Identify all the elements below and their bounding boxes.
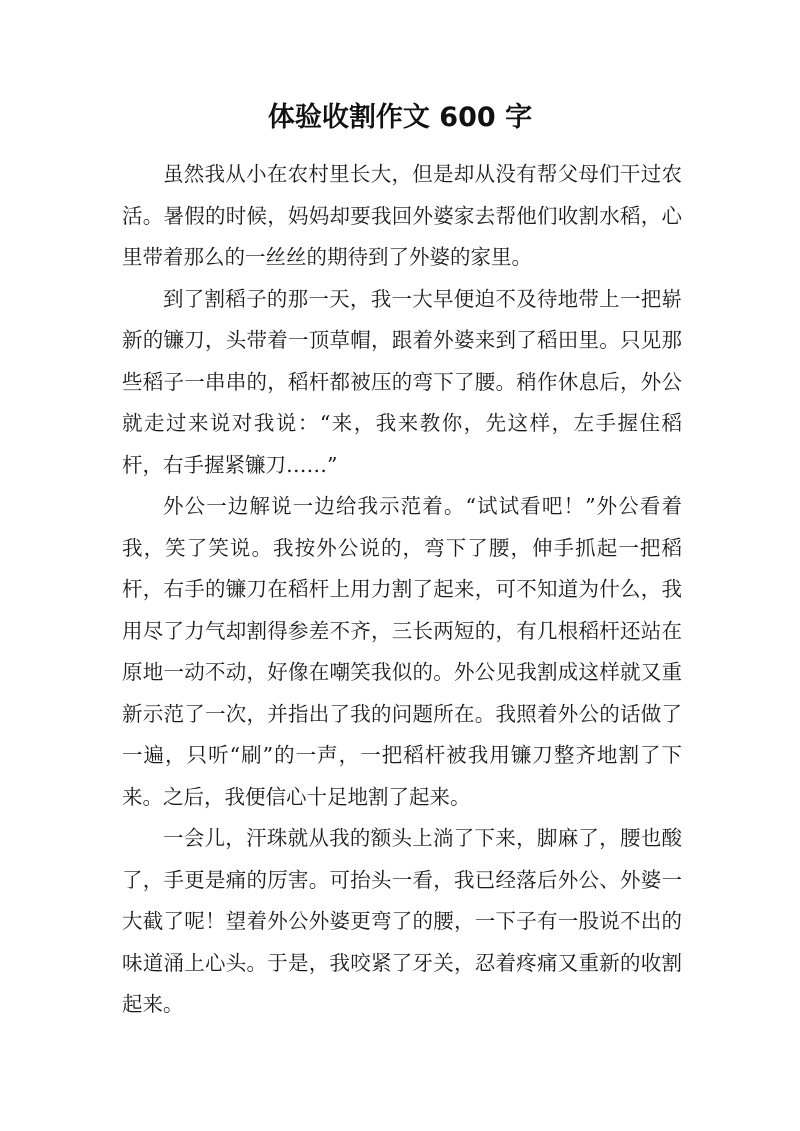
paragraph-1: 虽然我从小在农村里长大，但是却从没有帮父母们干过农活。暑假的时候，妈妈却要我回外婆家去帮他们收割水稻，心里带着那么的一丝丝的期待到了外婆的家里。 — [122, 162, 682, 269]
page-title: 体验收割作文 600 字 — [267, 102, 533, 133]
paragraph-3: 外公一边解说一边给我示范着。“试试看吧！”外公看着我，笑了笑说。我按外公说的，弯下了腰，伸手抓起一把稻杆，右手的镰刀在稻杆上用力割了起来，可不知道为什么，我用尽了力气却割得参差不齐，三长两短的，有几根稻杆还站在原地一动不动，好像在嘲笑我似的。外公见我割成这样就又重新示范了一次，并指出了我的问题所在。我照着外公的话做了一遍，只听“刷”的一声，一把稻杆被我用镰刀整齐地割了下来。之后，我便信心十足地割了起来。 — [122, 494, 682, 809]
essay-body — [122, 154, 682, 1026]
paragraph-2: 到了割稻子的那一天，我一大早便迫不及待地带上一把崭新的镰刀，头带着一顶草帽，跟着外婆来到了稻田里。只见那些稻子一串串的，稻杆都被压的弯下了腰。稍作休息后，外公就走过来说对我说：“来，我来教你，先这样，左手握住稻杆，右手握紧镰刀……” — [122, 286, 682, 477]
paragraph-4: 一会儿，汗珠就从我的额头上淌了下来，脚麻了，腰也酸了，手更是痛的厉害。可抬头一看，我已经落后外公、外婆一大截了呢！望着外公外婆更弯了的腰，一下子有一股说不出的味道涌上心头。于是，我咬紧了牙关，忍着疼痛又重新的收割起来。 — [122, 826, 682, 1016]
